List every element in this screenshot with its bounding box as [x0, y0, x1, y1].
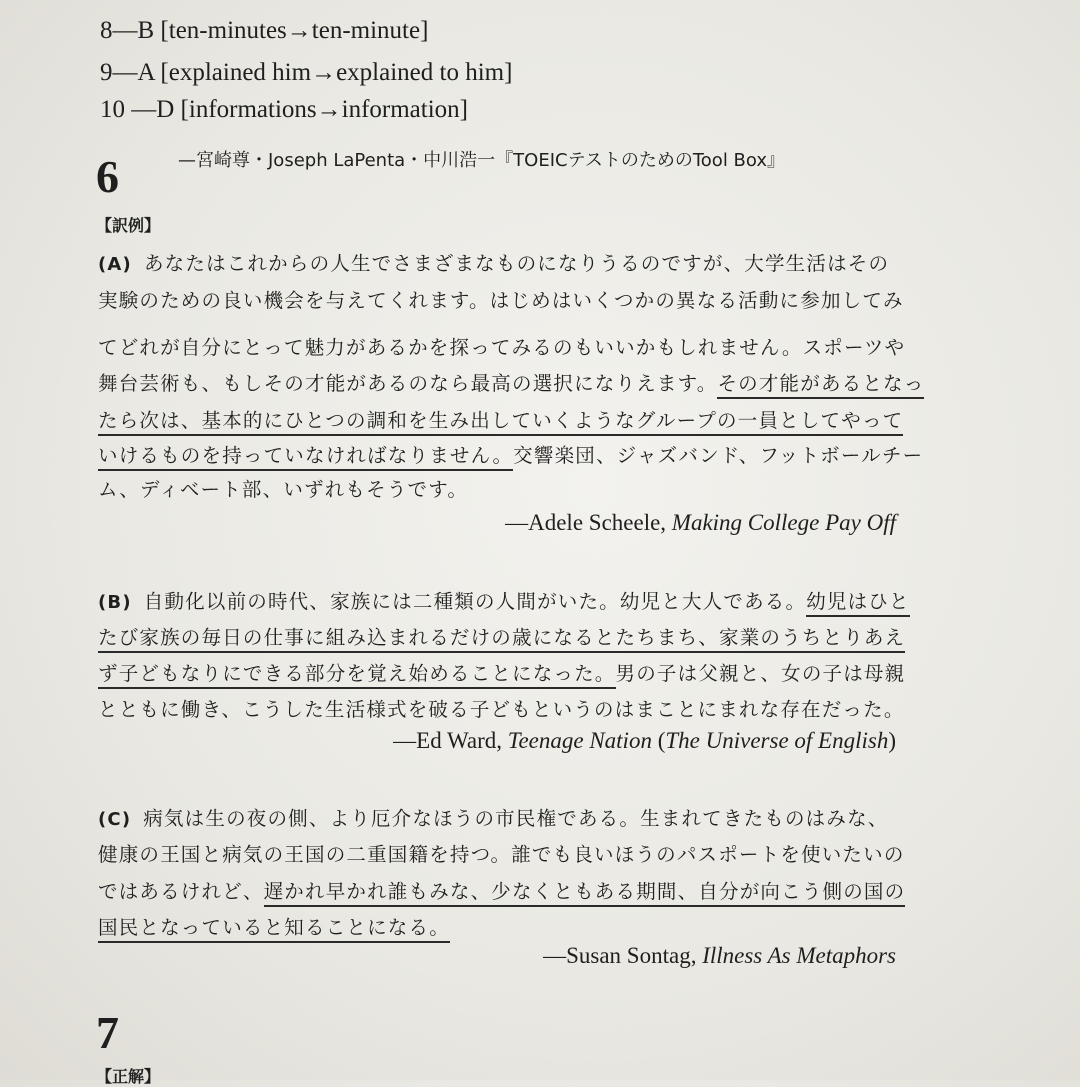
paragraph-b-line-2 — [98, 622, 905, 650]
paragraph-a-line-5 — [98, 405, 903, 433]
text: あなたはこれからの人生でさまざまなものになりうるのですが、大学生活はその — [143, 252, 890, 275]
answer-9: 9—A [explained him→explained to him] — [100, 59, 513, 86]
source-author: —Ed Ward, — [393, 728, 503, 753]
text: 自動化以前の時代、家族には二種類の人間がいた。幼児と大人である。 — [143, 590, 807, 613]
text: 交響楽団、ジャズバンド、フットボールチー — [513, 444, 924, 467]
text: 舞台芸術も、もしその才能があるのなら最高の選択になりえます。 — [98, 372, 718, 395]
paragraph-a-line-4 — [98, 368, 924, 396]
paragraph-a-line-7: ム、ディベート部、いずれもそうです。 — [98, 478, 469, 501]
underlined-text: 遅かれ早かれ誰もみな、少なくともある期間、自分が向こう側の国の — [264, 880, 906, 907]
source-anthology-title: The Universe of English — [665, 728, 889, 753]
section-6-number: 6 — [96, 151, 119, 202]
text: 男の子は父親と、女の子は母親 — [615, 662, 906, 685]
underlined-text: その才能があるとなっ — [717, 372, 924, 399]
underlined-text: 国民となっていると知ることになる。 — [98, 916, 450, 943]
text: 病気は生の夜の側、より厄介なほうの市民権である。生まれてきたものはみな、 — [143, 807, 889, 830]
citation-top: —宮崎尊・Joseph LaPenta・中川浩一『TOEICテストのためのTool Box』 — [178, 150, 786, 171]
paragraph-a-line-1 — [98, 248, 889, 276]
answer-10: 10 —D [informations→information] — [100, 96, 468, 123]
paragraph-a-line-2: 実験のための良い機会を与えてくれます。はじめはいくつかの異なる活動に参加してみ — [98, 289, 904, 312]
source-title: Making College Pay Off — [671, 510, 896, 535]
source-b: —Ed Ward, Teenage Nation (The Universe of English) — [393, 728, 896, 753]
underlined-text: たび家族の毎日の仕事に組み込まれるだけの歳になるとたちまち、家業のうちとりあえ — [98, 626, 905, 653]
paragraph-a-line-6 — [98, 440, 923, 468]
paragraph-a-label: (A) — [98, 254, 132, 275]
underlined-text: たら次は、基本的にひとつの調和を生み出していくようなグループの一員としてやって — [98, 409, 903, 436]
section-6-tag: 【訳例】 — [96, 216, 161, 235]
paragraph-c-line-1 — [98, 803, 888, 831]
section-7-tag: 【正解】 — [96, 1067, 161, 1086]
paragraph-a-line-3: てどれが自分にとって魅力があるかを探ってみるのもいいかもしれません。スポーツや — [98, 336, 906, 359]
underlined-text: ず子どもなりにできる部分を覚え始めることになった。 — [98, 662, 616, 689]
paragraph-c-line-3 — [98, 876, 905, 904]
source-a — [505, 510, 896, 536]
underlined-text: 幼児はひと — [806, 590, 910, 617]
paragraph-c-line-4 — [98, 912, 450, 940]
answer-8: 8—B [ten-minutes→ten-minute] — [100, 17, 429, 44]
paragraph-b-line-1 — [98, 586, 910, 614]
source-c — [543, 943, 896, 969]
text: ではあるけれど、 — [98, 880, 264, 903]
paragraph-c-line-2: 健康の王国と病気の王国の二重国籍を持つ。誰でも良いほうのパスポートを使いたいの — [98, 843, 905, 866]
source-title: Illness As Metaphors — [702, 943, 896, 968]
underlined-text: いけるものを持っていなければなりません。 — [98, 444, 513, 471]
source-author: —Susan Sontag, — [543, 943, 697, 968]
source-title: Teenage Nation — [507, 728, 652, 753]
paragraph-b-label: (B) — [98, 592, 132, 613]
source-author: —Adele Scheele, — [505, 510, 667, 535]
paragraph-c-label: (C) — [98, 809, 132, 830]
section-7-number: 7 — [96, 1007, 119, 1058]
paragraph-b-line-4: とともに働き、こうした生活様式を破る子どもというのはまことにまれな存在だった。 — [98, 698, 905, 721]
paragraph-b-line-3 — [98, 658, 905, 686]
